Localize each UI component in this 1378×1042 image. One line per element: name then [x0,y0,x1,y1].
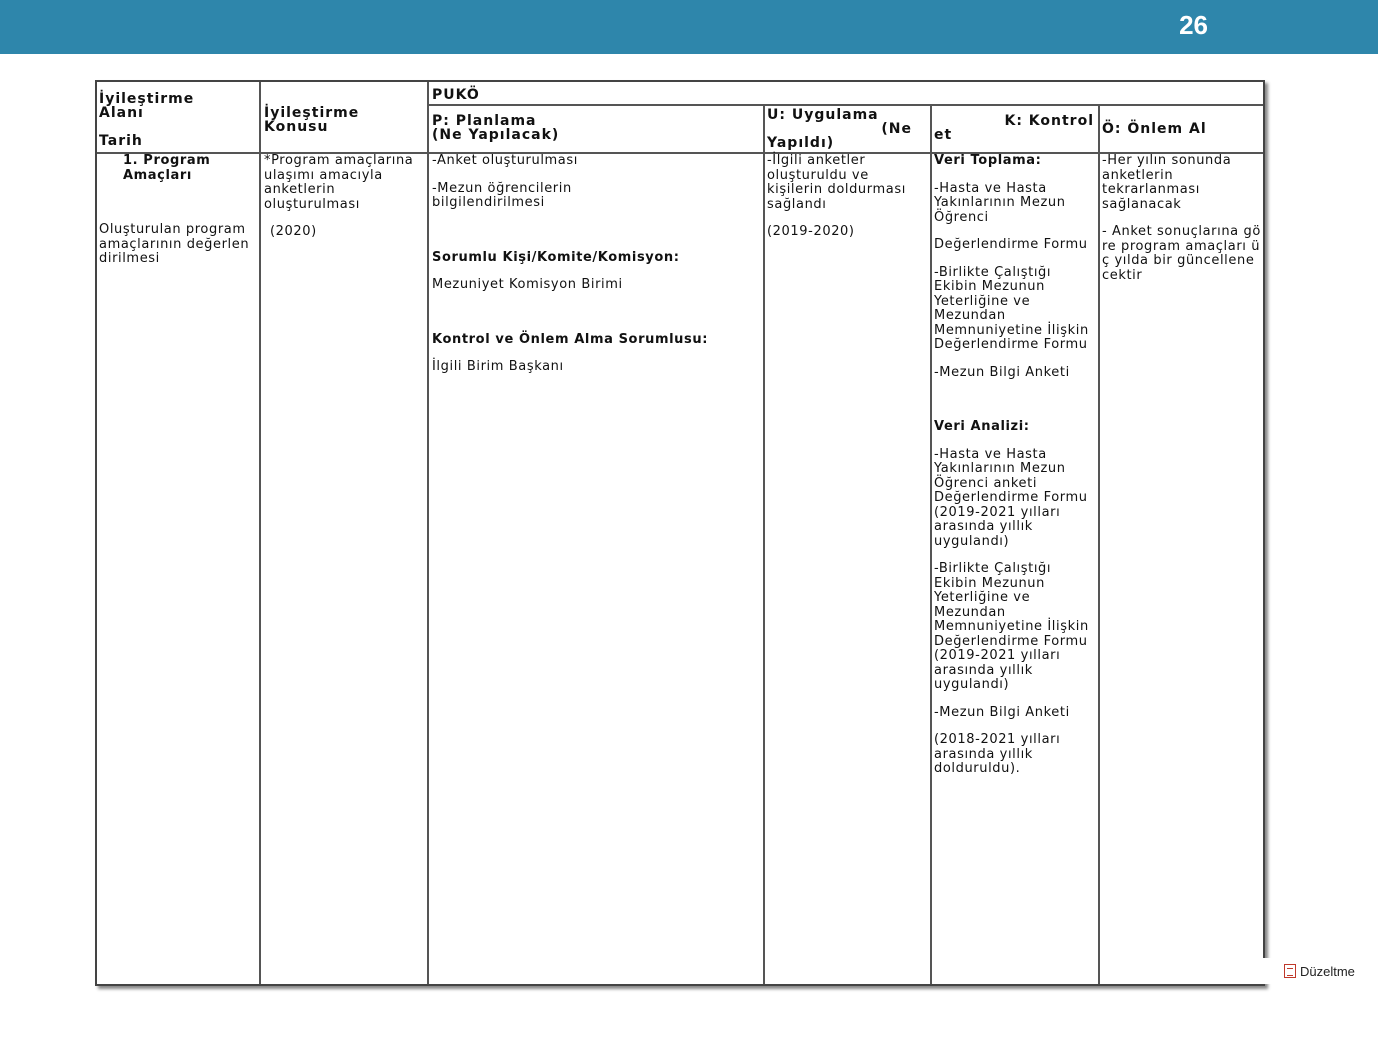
puko-table [95,80,1265,986]
col2-text: *Program amaçlarına ulaşımı amacıyla anketlerin oluşturulması [264,153,414,212]
header-iyilestirme-konusu [264,106,424,134]
header-planlama [432,114,752,142]
col1-content [99,154,257,280]
duzeltme-label: Düzeltme [1300,963,1355,979]
header-text: (Ne [881,121,912,137]
col-divider-5 [1098,104,1100,984]
top-banner [0,0,1378,54]
header-text: K: Kontrol [1004,113,1094,129]
k-va-1: -Hasta ve Hasta Yakınlarının Mezun Öğrenci anketi Değerlendirme Formu (2019-2021 yılları arasında yıllık uygulandı) [934,446,1088,549]
p-ctrl-title: Kontrol ve Önlem Alma Sorumlusu: [432,331,709,347]
p-ctrl-value: İlgili Birim Başkanı [432,359,564,374]
p-item-2: -Mezun öğrencilerin bilgilendirilmesi [432,180,572,210]
header-puko: PUKÖ [432,87,480,103]
k-vt-2: Değerlendirme Formu [934,237,1088,252]
duzeltme-button[interactable] [1260,958,1378,984]
col2-date: (2020) [270,224,317,239]
k-vt-4: -Mezun Bilgi Anketi [934,364,1070,380]
o-item-1: -Her yılın sonunda anketlerin tekrarlanması sağlanacak [1102,153,1232,212]
o-content [1102,154,1262,296]
col1-text: Oluşturulan program amaçlarının değerlendirilmesi [99,222,250,266]
header-text: Alanı [99,105,144,121]
p-content [432,154,752,388]
p-resp-title: Sorumlu Kişi/Komite/Komisyon: [432,249,680,265]
header-kontrol [934,114,1094,142]
header-iyilestirme-alani [99,92,257,148]
k-va-4: (2018-2021 yılları arasında yıllık dolduruldu). [934,732,1061,776]
document-edit-icon [1284,964,1296,978]
header-text: et [934,127,953,143]
page-number: 26 [1179,10,1208,40]
col-divider-1 [259,82,261,984]
p-item-1: -Anket oluşturulması [432,153,578,168]
u-text: -İlgili anketler oluşturuldu ve kişilerin doldurması sağlandı [767,153,906,212]
k-veri-toplama-title: Veri Toplama: [934,153,1042,168]
header-text: İyileştirme [99,91,195,107]
k-va-3: -Mezun Bilgi Anketi [934,704,1070,720]
k-vt-3: -Birlikte Çalıştığı Ekibin Mezunun Yeterliğine ve Mezundan Memnuniyetine İlişkin Değerlendirme Formu [934,264,1089,352]
o-item-2: - Anket sonuçlarına göre program amaçları üç yılda bir güncellenecektir [1102,224,1261,283]
u-date: (2019-2020) [767,224,855,239]
header-uygulama [767,108,912,150]
header-text: Tarih [99,133,143,149]
header-text: P: Planlama [432,113,537,129]
header-text: İyileştirme [264,105,360,121]
p-resp-value: Mezuniyet Komisyon Birimi [432,277,623,292]
col-divider-3 [763,104,765,984]
col2-content [264,154,422,253]
k-content [934,154,1094,790]
col-divider-2 [427,82,429,984]
k-vt-1: -Hasta ve Hasta Yakınlarının Mezun Öğrenci [934,180,1066,225]
header-text: (Ne Yapılacak) [432,127,560,143]
header-onlem: Ö: Önlem Al [1102,121,1207,137]
program-amaclari-title: 1. Program Amaçları [123,153,211,183]
k-va-2: -Birlikte Çalıştığı Ekibin Mezunun Yeterliğine ve Mezundan Memnuniyetine İlişkin Değerlendirme Formu (2019-2021 yılları arasında yıllık uygulandı) [934,561,1089,692]
k-veri-analizi-title: Veri Analizi: [934,419,1030,434]
u-content [767,154,925,253]
col-divider-4 [930,104,932,984]
puko-bottom-line [428,104,1263,106]
header-text: U: Uygulama [767,107,879,123]
header-text: Konusu [264,119,329,135]
header-text: Yapıldı) [767,135,835,151]
